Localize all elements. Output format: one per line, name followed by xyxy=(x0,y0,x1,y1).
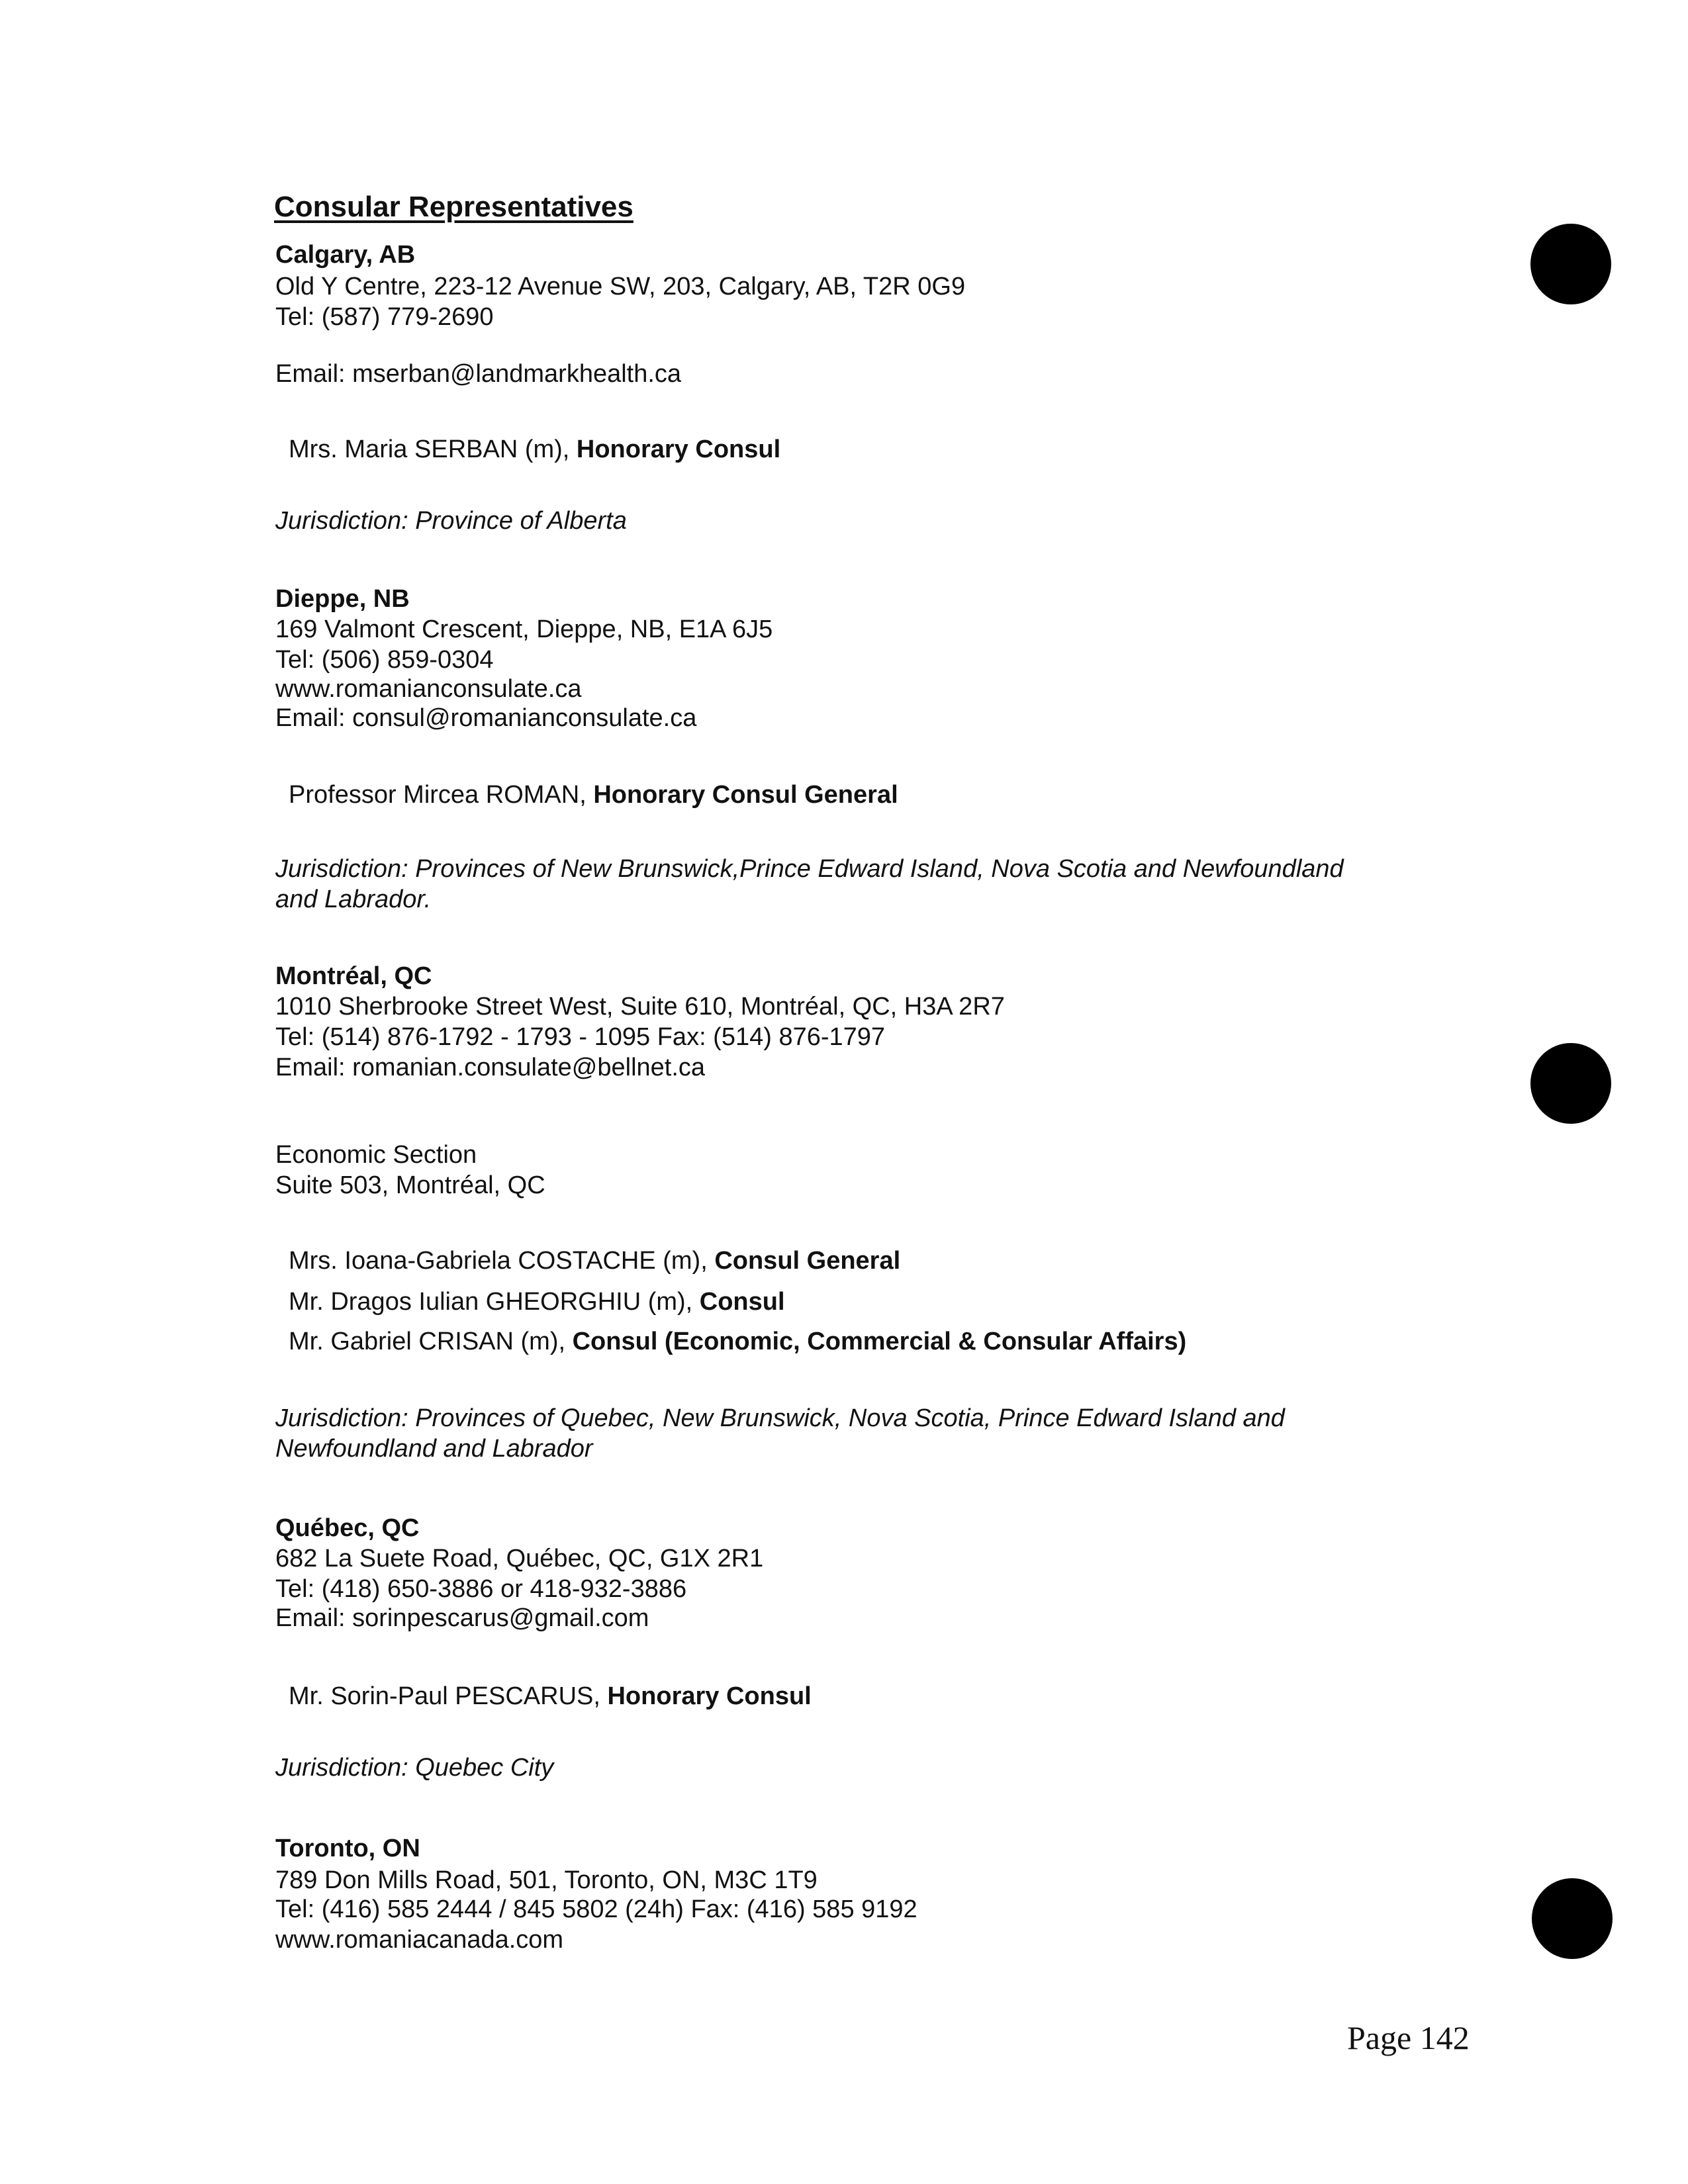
jurisdiction: Jurisdiction: Provinces of Quebec, New Brunswick, Nova Scotia, Prince Edward Island and xyxy=(275,1404,1285,1432)
jurisdiction: Jurisdiction: Provinces of New Brunswick,Prince Edward Island, Nova Scotia and Newfoundland xyxy=(275,855,1344,883)
address: Old Y Centre, 223-12 Avenue SW, 203, Calgary, AB, T2R 0G9 xyxy=(275,273,966,300)
jurisdiction-continued: and Labrador. xyxy=(275,886,432,913)
consul-name: Mrs. Maria SERBAN (m), xyxy=(289,435,577,463)
consul-name: Mr. Dragos Iulian GHEORGHIU (m), xyxy=(289,1288,700,1316)
telephone: Tel: (418) 650-3886 or 418-932-3886 xyxy=(275,1575,687,1603)
address: 169 Valmont Crescent, Dieppe, NB, E1A 6J5 xyxy=(275,615,773,643)
punch-hole-bottom xyxy=(1532,1878,1613,1959)
email: Email: mserban@landmarkhealth.ca xyxy=(275,360,682,388)
jurisdiction: Jurisdiction: Quebec City xyxy=(275,1754,554,1782)
consul-title: Honorary Consul xyxy=(607,1682,812,1710)
city-heading: Québec, QC xyxy=(275,1514,420,1542)
subsection-address: Suite 503, Montréal, QC xyxy=(275,1171,545,1199)
city-heading: Toronto, ON xyxy=(275,1835,420,1862)
consul-title: Consul (Economic, Commercial & Consular Affairs) xyxy=(572,1328,1187,1355)
consul-name: Mrs. Ioana-Gabriela COSTACHE (m), xyxy=(289,1247,715,1275)
address: 789 Don Mills Road, 501, Toronto, ON, M3C 1T9 xyxy=(275,1866,818,1894)
punch-hole-top xyxy=(1530,224,1611,304)
telephone: Tel: (587) 779-2690 xyxy=(275,303,494,331)
email: Email: consul@romanianconsulate.ca xyxy=(275,704,697,732)
consul-title: Consul General xyxy=(714,1247,901,1275)
consul-title: Consul xyxy=(699,1288,785,1316)
consul-entry xyxy=(289,1246,900,1276)
subsection-name: Economic Section xyxy=(275,1141,477,1169)
telephone-fax: Tel: (514) 876-1792 - 1793 - 1095 Fax: (514) 876-1797 xyxy=(275,1023,886,1051)
website: www.romaniacanada.com xyxy=(275,1926,564,1954)
consul-title: Honorary Consul General xyxy=(593,781,898,809)
punch-hole-middle xyxy=(1530,1043,1611,1124)
telephone-fax: Tel: (416) 585 2444 / 845 5802 (24h) Fax: (416) 585 9192 xyxy=(275,1895,917,1923)
jurisdiction-continued: Newfoundland and Labrador xyxy=(275,1435,593,1463)
city-heading: Calgary, AB xyxy=(275,241,416,269)
consul-title: Honorary Consul xyxy=(576,435,781,463)
city-heading: Dieppe, NB xyxy=(275,585,410,613)
consul-entry xyxy=(289,1287,785,1317)
consul-entry xyxy=(289,1326,1186,1357)
website: www.romanianconsulate.ca xyxy=(275,675,582,703)
consul-entry xyxy=(289,434,780,465)
telephone: Tel: (506) 859-0304 xyxy=(275,646,494,674)
consul-name: Mr. Gabriel CRISAN (m), xyxy=(289,1328,573,1355)
page-number: Page 142 xyxy=(1347,2019,1470,2056)
jurisdiction: Jurisdiction: Province of Alberta xyxy=(275,507,627,535)
city-heading: Montréal, QC xyxy=(275,962,432,990)
email: Email: sorinpescarus@gmail.com xyxy=(275,1604,649,1632)
address: 682 La Suete Road, Québec, QC, G1X 2R1 xyxy=(275,1545,764,1572)
consul-name: Mr. Sorin-Paul PESCARUS, xyxy=(289,1682,608,1710)
consul-name: Professor Mircea ROMAN, xyxy=(289,781,594,809)
section-heading: Consular Representatives xyxy=(274,191,633,223)
email: Email: romanian.consulate@bellnet.ca xyxy=(275,1054,706,1081)
address: 1010 Sherbrooke Street West, Suite 610, Montréal, QC, H3A 2R7 xyxy=(275,993,1005,1021)
consul-entry xyxy=(289,1681,812,1711)
consul-entry xyxy=(289,780,898,810)
